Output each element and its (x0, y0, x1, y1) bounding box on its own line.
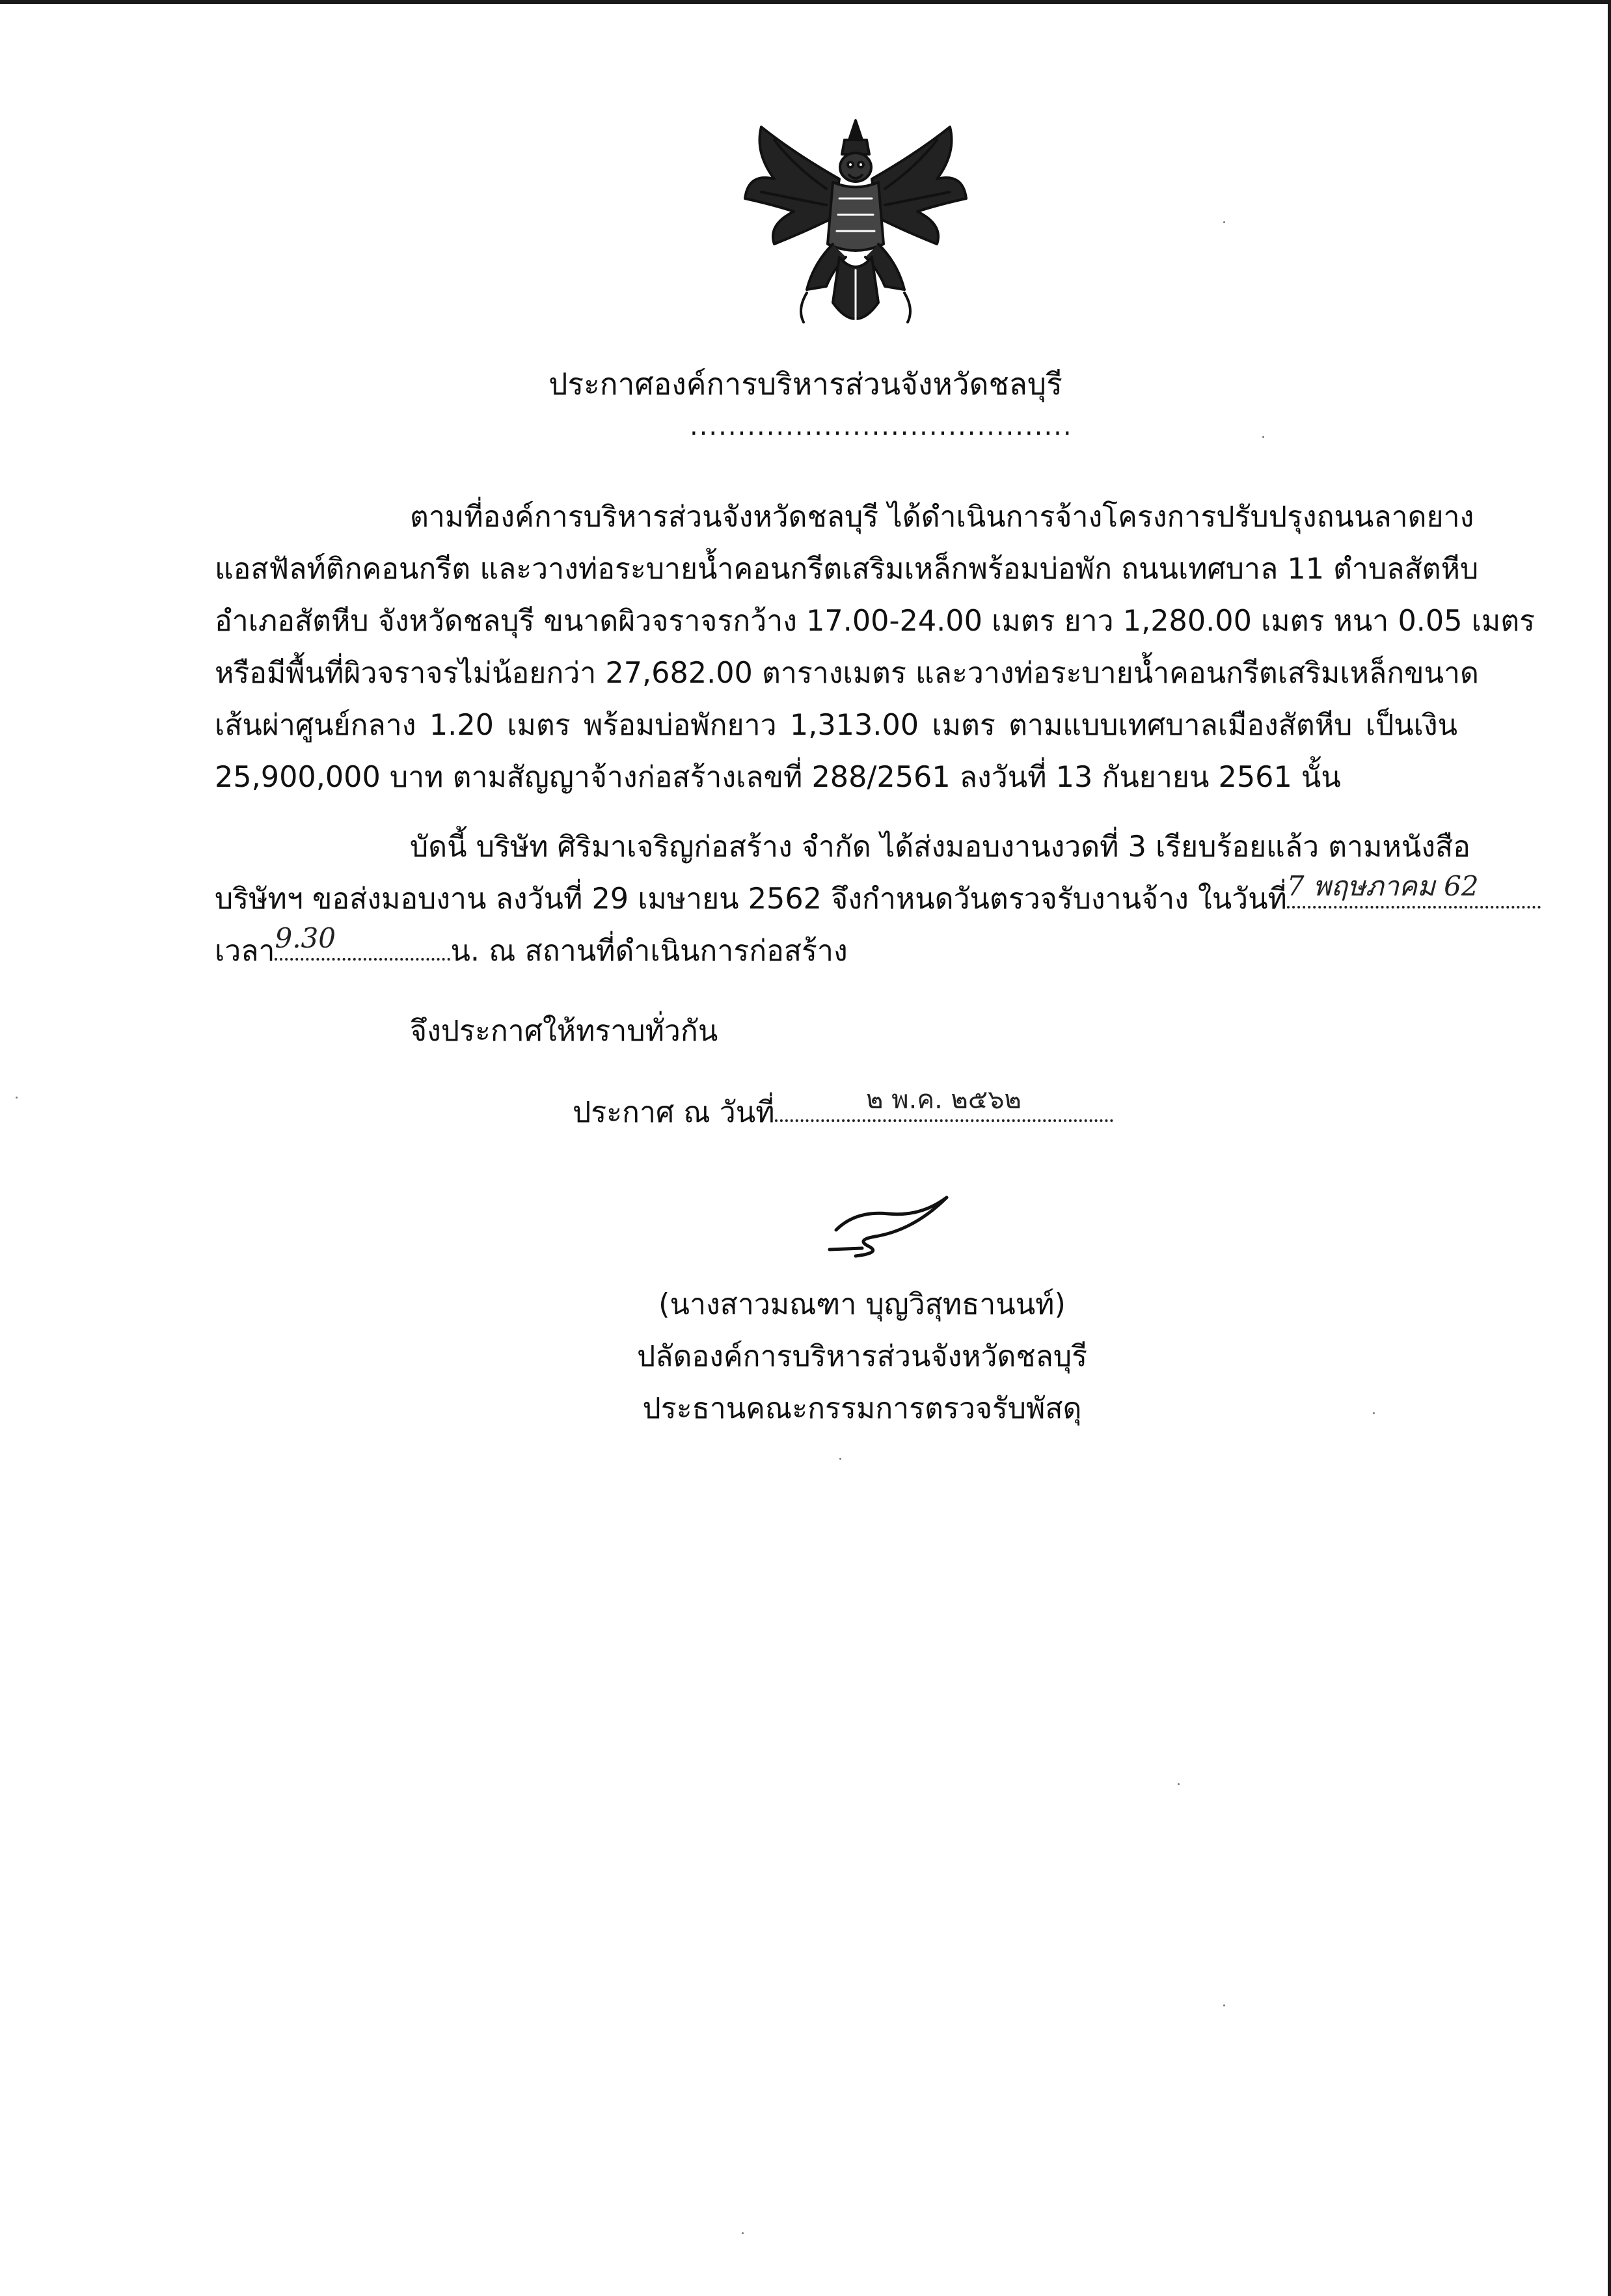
inspection-time-field (275, 922, 450, 961)
document-title: ประกาศองค์การบริหารส่วนจังหวัดชลบุรี (548, 366, 1063, 402)
announcement-date-stamp: ๒ พ.ค. ๒๕๖๒ (866, 1085, 1022, 1115)
inspection-date-label: บริษัทฯ ขอส่งมอบงาน ลงวันที่ 29 เมษายน 2562 จึงกำหนดวันตรวจรับงานจ้าง ในวันที่ (215, 882, 1287, 916)
paragraph-line: ตามที่องค์การบริหารส่วนจังหวัดชลบุรี ได้ดำเนินการจ้างโครงการปรับปรุงถนนลาดยาง (410, 500, 1474, 534)
inspection-time-label: เวลา (215, 935, 275, 968)
signatory-block (586, 1279, 1139, 1435)
inspection-date-field (1286, 870, 1541, 909)
paragraph-line: 25,900,000 บาท ตามสัญญาจ้างก่อสร้างเลขที่ 288/2561 ลงวันที่ 13 กันยายน 2561 นั้น (215, 761, 1341, 794)
signatory-name: (นางสาวมณฑา บุญวิสุทธานนท์) (658, 1288, 1066, 1321)
inspection-date-handwritten: 7 พฤษภาคม 62 (1286, 870, 1479, 902)
signatory-role: ประธานคณะกรรมการตรวจรับพัสดุ (642, 1392, 1082, 1425)
announcement-date-field (775, 1085, 1113, 1122)
announcement-date-line (573, 1087, 1113, 1139)
title-separator: ........................................ (690, 411, 1073, 441)
signatory-position: ปลัดองค์การบริหารส่วนจังหวัดชลบุรี (636, 1340, 1088, 1373)
paragraph-line: แอสฟัลท์ติกคอนกรีต และวางท่อระบายน้ำคอนกรีตเสริมเหล็กพร้อมบ่อพัก ถนนเทศบาล 11 ตำบลสัตหีบ (215, 553, 1479, 586)
inspection-location-text: น. ณ สถานที่ดำเนินการก่อสร้าง (450, 935, 848, 968)
garuda-emblem-icon (735, 114, 976, 342)
paragraph-inspection-notice (215, 821, 1479, 977)
scan-edge-right (1608, 0, 1611, 2296)
paragraph-line: บัดนี้ บริษัท ศิริมาเจริญก่อสร้าง จำกัด ได้ส่งมอบงานงวดที่ 3 เรียบร้อยแล้ว ตามหนังสือ (410, 830, 1470, 864)
paragraph-line: เส้นผ่าศูนย์กลาง 1.20 เมตร พร้อมบ่อพักยาว 1,313.00 เมตร ตามแบบเทศบาลเมืองสัตหีบ เป็นเงิน (215, 709, 1457, 742)
inspection-time-handwritten: 9.30 (275, 922, 336, 954)
paragraph-line: อำเภอสัตหีบ จังหวัดชลบุรี ขนาดผิวจราจรกว้าง 17.00-24.00 เมตร ยาว 1,280.00 เมตร หนา 0.05 เมตร (215, 605, 1536, 638)
announcement-date-label: ประกาศ ณ วันที่ (573, 1096, 775, 1129)
signature-icon (817, 1184, 960, 1263)
closing-statement: จึงประกาศให้ทราบทั่วกัน (410, 1015, 718, 1048)
paragraph-line: หรือมีพื้นที่ผิวจราจรไม่น้อยกว่า 27,682.00 ตารางเมตร และวางท่อระบายน้ำคอนกรีตเสริมเหล็กขนาด (215, 657, 1479, 690)
scan-edge-top (0, 0, 1611, 4)
paragraph-project-description (215, 491, 1536, 804)
paragraph-line (215, 922, 1457, 977)
